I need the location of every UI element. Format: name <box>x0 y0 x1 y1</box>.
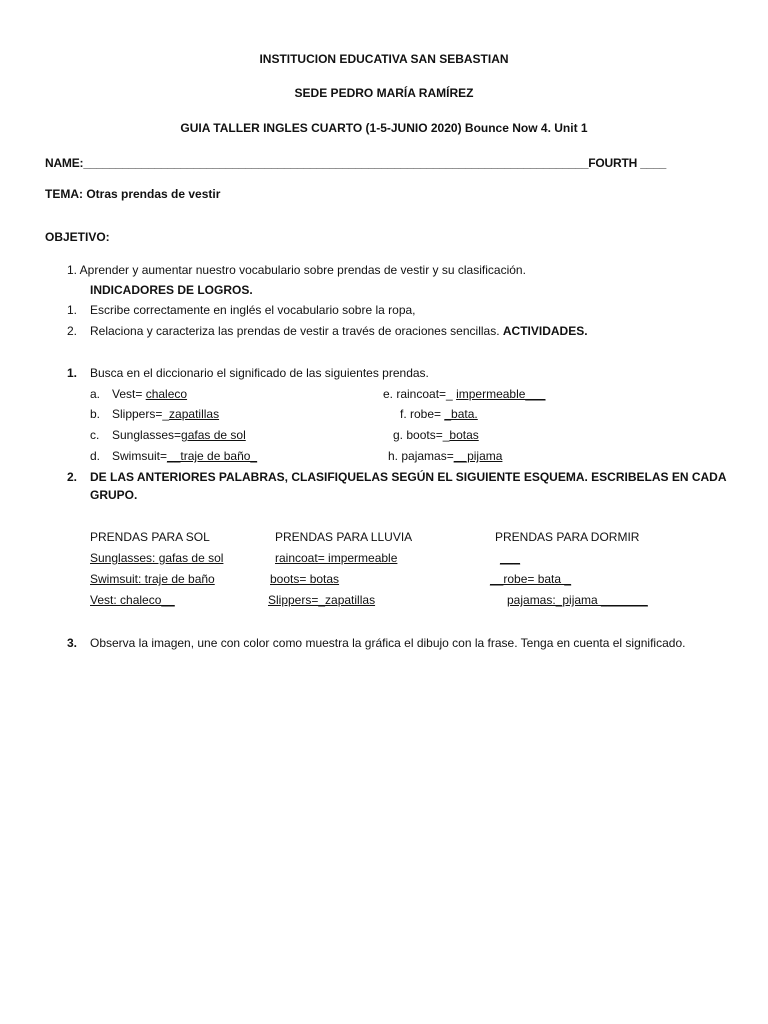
vocab-answer: gafas de sol <box>181 428 246 442</box>
vocab-letter-c: c. <box>90 428 100 442</box>
actividades-heading: ACTIVIDADES. <box>502 324 588 338</box>
vocab-answer: chaleco <box>145 387 188 401</box>
dormir-item-2: __robe= bata _ <box>490 572 572 586</box>
vocab-answer: botas <box>449 428 479 442</box>
vocab-prompt: e. raincoat=_ <box>383 387 457 401</box>
vocab-answer: impermeable___ <box>456 387 546 401</box>
activity-1-text: Busca en el diccionario el significado de las siguientes prendas. <box>90 366 429 380</box>
dormir-item-3: pajamas:_pijama _______ <box>507 593 648 607</box>
activity-2-line-1: DE LAS ANTERIORES PALABRAS, CLASIFIQUELAS SEGÚN EL SIGUIENTE ESQUEMA. ESCRIBELAS EN CADA <box>90 470 727 484</box>
vocab-answer: __traje de baño_ <box>167 449 258 463</box>
indicator-2-text: Relaciona y caracteriza las prendas de vestir a través de oraciones sencillas. <box>90 324 500 338</box>
activity-2-number: 2. <box>67 470 78 484</box>
header-prendas-lluvia: PRENDAS PARA LLUVIA <box>275 530 413 544</box>
lluvia-item-1: raincoat= impermeable <box>275 551 398 565</box>
vocab-prompt: Vest= <box>112 387 146 401</box>
objetivo-item-1: 1. Aprender y aumentar nuestro vocabulario sobre prendas de vestir y su clasificación. <box>67 263 526 277</box>
vocab-item-pajamas <box>388 448 502 464</box>
indicator-2-number: 2. <box>67 324 78 338</box>
vocab-item-vest <box>112 386 187 402</box>
vocab-prompt: Swimsuit= <box>112 449 168 463</box>
sede-title: SEDE PEDRO MARÍA RAMÍREZ <box>294 86 474 100</box>
institution-title: INSTITUCION EDUCATIVA SAN SEBASTIAN <box>259 52 509 66</box>
tema-line: TEMA: Otras prendas de vestir <box>45 187 221 201</box>
vocab-prompt: Sunglasses= <box>112 428 182 442</box>
activity-2-line-2: GRUPO. <box>90 488 138 502</box>
name-line: NAME:______________________________________________________________________________FOURTH ____ <box>45 156 667 170</box>
vocab-letter-a: a. <box>90 387 101 401</box>
vocab-answer: __pijama <box>453 449 503 463</box>
vocab-item-raincoat <box>383 386 545 402</box>
objetivo-label: OBJETIVO: <box>45 230 110 244</box>
indicator-1-number: 1. <box>67 303 78 317</box>
sol-item-2: Swimsuit: traje de baño <box>90 572 215 586</box>
sol-item-1: Sunglasses: gafas de sol <box>90 551 224 565</box>
header-prendas-sol: PRENDAS PARA SOL <box>90 530 210 544</box>
indicadores-heading: INDICADORES DE LOGROS. <box>90 283 253 297</box>
activity-3-text: Observa la imagen, une con color como muestra la gráfica el dibujo con la frase. Tenga en cuenta el significado. <box>90 636 686 650</box>
header-prendas-dormir: PRENDAS PARA DORMIR <box>495 530 640 544</box>
vocab-prompt: g. boots=_ <box>393 428 450 442</box>
lluvia-item-3: Slippers=_zapatillas <box>268 593 376 607</box>
vocab-answer: zapatillas <box>169 407 220 421</box>
vocab-item-swimsuit <box>112 448 257 464</box>
guide-title: GUIA TALLER INGLES CUARTO (1-5-JUNIO 2020) Bounce Now 4. Unit 1 <box>180 121 588 135</box>
vocab-prompt: Slippers=_ <box>112 407 170 421</box>
dormir-item-1: ___ <box>500 551 521 565</box>
indicator-1-text: Escribe correctamente en inglés el vocabulario sobre la ropa, <box>90 303 416 317</box>
activity-3-number: 3. <box>67 636 78 650</box>
vocab-item-robe <box>400 406 478 422</box>
vocab-answer: _bata. <box>444 407 478 421</box>
vocab-letter-d: d. <box>90 449 101 463</box>
sol-item-3: Vest: chaleco__ <box>90 593 175 607</box>
vocab-prompt: h. pajamas= <box>388 449 454 463</box>
vocab-item-sunglasses <box>112 427 246 443</box>
vocab-prompt: f. robe= <box>400 407 445 421</box>
vocab-letter-b: b. <box>90 407 101 421</box>
indicator-2-line <box>90 323 588 339</box>
lluvia-item-2: boots= botas <box>270 572 340 586</box>
vocab-item-slippers <box>112 406 219 422</box>
vocab-item-boots <box>393 427 479 443</box>
activity-1-number: 1. <box>67 366 78 380</box>
